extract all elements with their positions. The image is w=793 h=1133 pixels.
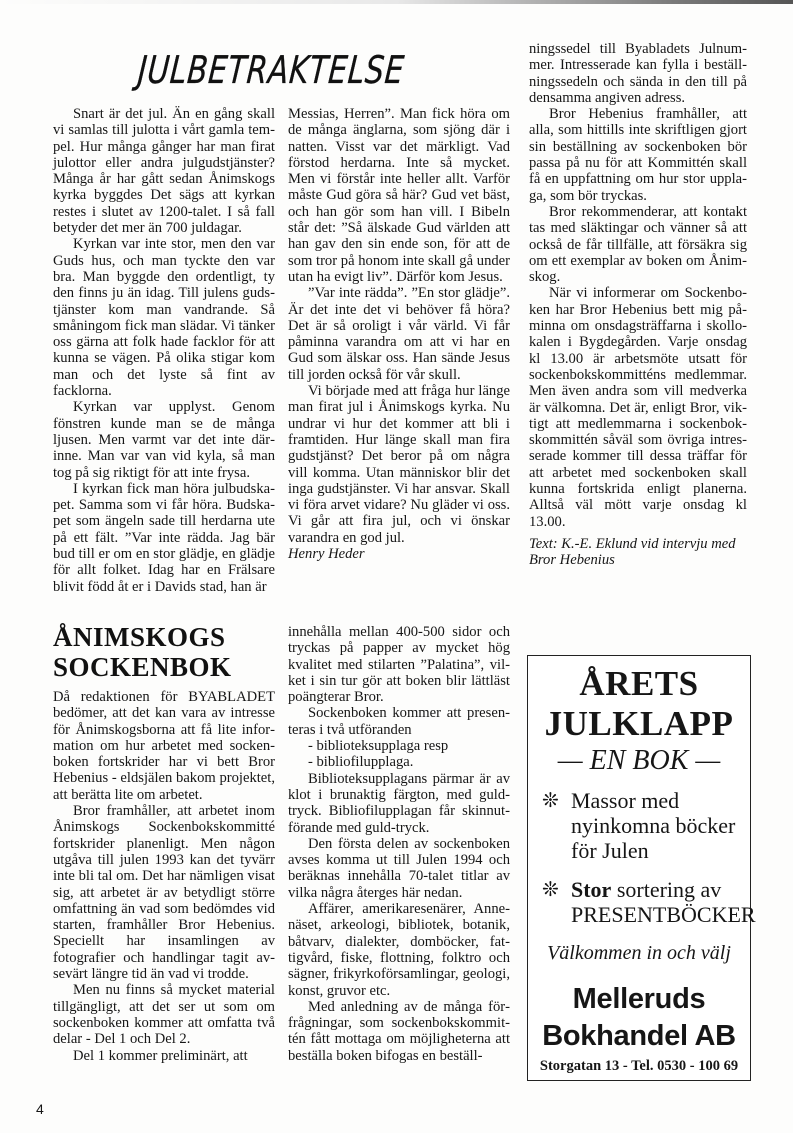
snowflake-asterisk-icon: ❊ — [542, 788, 559, 812]
paragraph: Messias, Herren”. Man fick höra om de många änglarna, som sjöng där i natten. Visst var det märkligt. Vad förstod herdarna. Inte så mycket. Men vi förstår inte heller allt. Varför måste Gud göra så här? Gud vet bäst, och han gör som han vill. I Bibeln står det: ”Så älskade Gud världen att han gav den sin ende son, för att de som tror på honom inte skall gå under utan ha evigt liv”. Därför kom Jesus. — [288, 106, 510, 285]
list-item: - bibliofilupplaga. — [308, 754, 414, 771]
article2-column-3 — [529, 41, 747, 569]
headline-line: SOCKENBOK — [53, 652, 232, 682]
advert-bullet — [528, 877, 756, 927]
article2-column-1 — [53, 689, 275, 1064]
paragraph: innehålla mellan 400-500 sidor och tryckas på papper av mycket hög kvalitet med stilarten ”Palatina”, vilket i sin tur gör att boken blir lättläst poängterar Bror. — [288, 624, 510, 706]
article2-column-2 — [288, 624, 510, 1064]
paragraph: Snart är det jul. Än en gång skall vi samlas till julotta i vårt gamla tempel. Hur många gånger har man firat julottor eller andra julgudstjänster? Många år har gått sedan Ånimskogs kyrka byggdes Det sägs att kyrkan restes i slutet av 1200-talet. I så fall betyder det mer än 700 juldagar. — [53, 106, 275, 237]
advert-headline — [528, 664, 750, 744]
advert-subhead: — EN BOK — — [557, 745, 721, 776]
article-title-sockenbok — [53, 622, 283, 682]
headline-line: ÅNIMSKOGS — [53, 622, 226, 652]
advert-headline-line: ÅRETS — [579, 664, 699, 703]
article1-column-1 — [53, 106, 275, 595]
paragraph: I kyrkan fick man höra julbudskapet. Samma som vi får höra. Budskapet som ängeln sade till herdarna ute på ett fält. ”Var inte rädda. Jag bär bud till er om en stor glädje, en glädje för allt folket. Idag har en Frälsare blivit född åt er i Davids stad, han är — [53, 480, 275, 595]
advert-headline-line: JULKLAPP — [544, 704, 734, 743]
page-number: 4 — [36, 1101, 44, 1117]
paragraph: Biblioteksupplagans pärmar är av klot i brunaktig färgton, med guldtryck. Bibliofilupplagan får skinnutförande med guld-tryck. — [288, 770, 510, 836]
page-edge-shadow — [0, 0, 793, 4]
shop-name-line: Bokhandel AB — [542, 1020, 736, 1052]
advert-shop-name — [528, 981, 750, 1055]
advert-welcome: Välkommen in och välj — [547, 942, 731, 964]
paragraph: Bror rekommenderar, att kontakt tas med släktingar och vänner så att också de får tillfälle, att försäkra sig om ett exemplar av boken om Ånimskog. — [529, 203, 747, 286]
paragraph: Kyrkan var inte stor, men den var Guds hus, och man tyckte den var bra. Man byggde den ordentligt, ty den finns ju än idag. Till julens gudstjänster kom man vandrande. Så småningom fick man slädar. Vi tänker oss gärna att folk hade facklor för att kunna se vägen. På olika stigar kom man och det lyste så fint av facklorna. — [53, 236, 275, 400]
paragraph: Affärer, amerikaresenärer, Annenäset, arkeologi, bibliotek, botanik, båtvarv, dialekter, domböcker, fattigvård, fiske, flottning, folktro och sägner, frikyrkoförsamlingar, geologi, konst, gruvor etc. — [288, 901, 510, 999]
paragraph: Bror framhåller, att arbetet inom Ånimskogs Sockenbokskommitté fortskrider planenligt. Men någon utgåva till julen 1993 kan det tyvärr inte bli tal om. Det har nämligen visat sig, att arbetet är av betydligt större omfattning än vad som bedömdes vid starten, framhåller Bror Hebenius. Speciellt har insamlingen av fotografier och handlingar tagit avsevärt längre tid än vad vi trodde. — [53, 803, 275, 983]
paragraph: Vi började med att fråga hur länge man firat jul i Ånimskogs kyrka. Nu undrar vi hur det kommer att bli i framtiden. Hur länge skall man fira gudstjänst? Det beror på om några vill komma. Utan människor blir det inga gudstjänster. Vi har ansvar. Skall vi föra arvet vidare? Nu gläder vi oss. Vi går att fira jul, och vi önskar varandra en god jul. — [288, 383, 510, 546]
paragraph: Bror Hebenius framhåller, att alla, som hittills inte skriftligen gjort sin beställning av sockenboken bör passa på nu för att Kommittén skall få en uppfattning om hur stor upplaga, som bör tryckas. — [529, 106, 747, 204]
advert-bullet-text: Massor med nyinkomna böcker för Julen — [571, 788, 736, 863]
paragraph: Men nu finns så mycket material tillgängligt, att det ser ut som om sockenboken kommer att omfatta två delar - Del 1 och Del 2. — [53, 982, 275, 1048]
article1-column-2 — [288, 106, 510, 562]
article-title-julbetraktelse: JULBETRAKTELSE — [136, 48, 407, 92]
paragraph: När vi informerar om Sockenboken har Bror Hebenius bett mig påminna om onsdagsträffarna i skollokalen i Bygdegården. Varje onsdag kl 13.00 är arbetsmöte utsatt för sockenbokskommitténs medlemmar. Men även andra som vill medverka är välkomna. Det är, enligt Bror, viktigt att medlemmarna i sockenbokskommittén såväl som övriga intresserade kommer till dessa träffar för att arbetet med sockenboken skall kunna fortskrida enligt planerna. Alltså väl mött varje onsdag kl 13.00. — [529, 285, 747, 530]
paragraph: Sockenboken kommer att presenteras i två utföranden — [288, 705, 510, 738]
shop-name-line: Melleruds — [572, 983, 706, 1015]
advert-bullet — [528, 788, 750, 863]
advert-bullet-text: sortering av PRESENTBÖCKER — [571, 877, 756, 927]
paragraph: ”Var inte rädda”. ”En stor glädje”. Är det inte det vi behöver få höra? Det är så oroligt i vår värld. Vi får påminna varandra om att vi har en Gud som älskar oss. Han sände Jesus till jorden också för vår skull. — [288, 285, 510, 383]
author-credit: Text: K.-E. Eklund vid intervju med Bror Hebenius — [529, 535, 736, 569]
author-signature: Henry Heder — [288, 546, 365, 563]
paragraph: Kyrkan var upplyst. Genom fönstren kunde man se de många ljusen. Men varmt var det inte därinne. Man var van vid kyla, så man tog på sig riktigt för att inte frysa. — [53, 399, 275, 481]
snowflake-asterisk-icon: ❊ — [542, 877, 559, 901]
paragraph: Del 1 kommer preliminärt, att — [73, 1047, 248, 1064]
list-item: - biblioteksupplaga resp — [308, 738, 449, 755]
bookstore-advert — [527, 655, 756, 1081]
paragraph: Då redaktionen för BYABLADET bedömer, att det kan vara av intresse för Ånimskogsborna att få lite information om hur arbetet med sockenboken fortskrider har vi bett Bror Hebenius - eldsjälen bakom projektet, att berätta lite om arbetet. — [53, 689, 275, 803]
paragraph: Den första delen av sockenboken avses komma ut till Julen 1994 och beräknas innehålla 70-talet titlar av vilka några återges här nedan. — [288, 835, 510, 901]
advert-bullet-bold: Stor — [571, 877, 612, 902]
paragraph: Med anledning av de många förfrågningar, som sockenbokskommittén fått mottaga om möjligheterna att beställa boken bifogas en beställ- — [288, 998, 510, 1064]
paragraph: ningssedel till Byabladets Julnummer. Intresserade kan fylla i beställningssedeln och sända in den till på densamma angiven adress. — [529, 41, 747, 106]
advert-address: Storgatan 13 - Tel. 0530 - 100 69 — [539, 1058, 739, 1074]
